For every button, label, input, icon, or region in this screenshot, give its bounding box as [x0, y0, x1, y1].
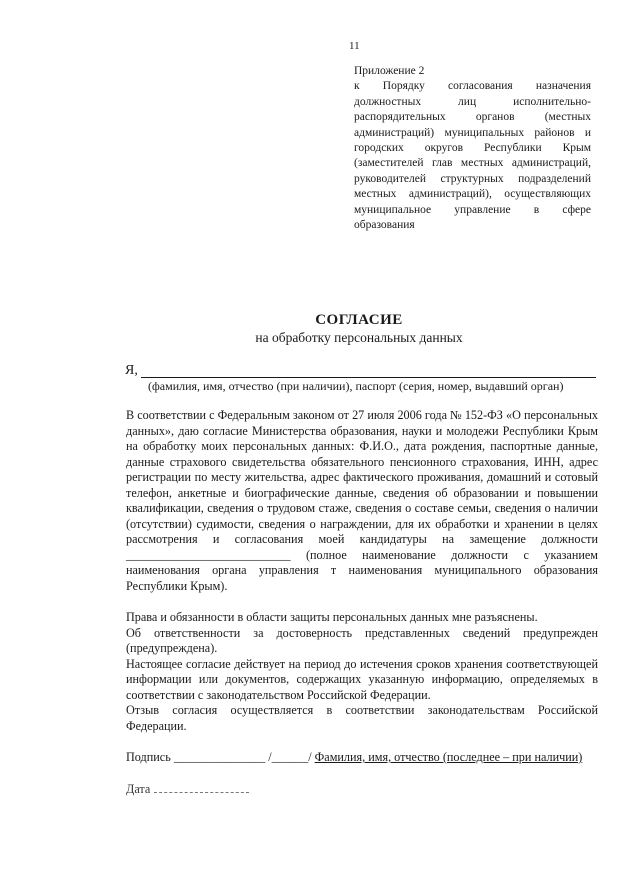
- ya-label: Я,: [125, 363, 138, 378]
- date-row: [126, 782, 249, 797]
- rights-paragraph-1: Права и обязанности в области защиты персональных данных мне разъяснены.: [126, 610, 538, 624]
- page-number: 11: [349, 40, 360, 52]
- document-subtitle: на обработку персональных данных: [255, 330, 463, 345]
- rights-paragraph-3: Настоящее согласие действует на период до истечения сроков хранения соответствующей информации или документов, содержащих указанную информацию, определяемых в соответствии с законодательством Российской Федерации.: [126, 656, 598, 702]
- main-paragraph: В соответствии с Федеральным законом от 27 июля 2006 года № 152-ФЗ «О персональных данных», даю согласие Министерства образования, науки и молодежи Республики Крым на обработку моих персональных данных: Ф.И.О., дата рождения, паспортные данные, данные страхового свидетельства обязательного пенсионного страхования, ИНН, адрес регистрации по месту жительства, адрес фактического проживания, домашний и сотовый телефон, анкетные и биографические данные, сведения об образовании и повышении квалификации, сведения о трудовом стаже, сведения о составе семьи, сведения о наличии (отсутствии) судимости, сведения о награждении, для их обработки и хранении в целях рассмотрения и согласования моей кандидатуры на замещение должности ___________________________ (полное наименование должности с указанием наименования органа управления т наименования муниципального образования Республики Крым).: [126, 408, 598, 593]
- appendix-header: [354, 64, 591, 233]
- signature-blank[interactable]: _______________: [173, 750, 266, 764]
- date-fill-line[interactable]: [154, 792, 249, 793]
- signature-row: [126, 750, 606, 765]
- signature-slash-blank[interactable]: /______/: [268, 750, 312, 764]
- fio-hint: (фамилия, имя, отчество (при наличии), паспорт (серия, номер, выдавший орган): [148, 379, 564, 393]
- rights-paragraph-2: Об ответственности за достоверность представленных сведений предупрежден (предупреждена).: [126, 625, 598, 655]
- rights-paragraph-4: Отзыв согласия осуществляется в соответствии законодательствам Российской Федерации.: [126, 703, 598, 733]
- date-label: Дата: [126, 782, 151, 796]
- signature-fio-hint: Фамилия, имя, отчество (последнее – при наличии): [314, 750, 583, 764]
- document-title: СОГЛАСИЕ: [315, 312, 403, 328]
- rights-block: [126, 610, 598, 734]
- fio-fill-line[interactable]: [141, 377, 596, 378]
- appendix-title: Приложение 2: [354, 65, 425, 77]
- appendix-body: к Порядку согласования назначения должностных лиц исполнительно-распорядительных органов (местных администраций) муниципальных районов и городских округов Республики Крым (заместителей глав местных администраций, руководителей структурных подразделений местных администраций), осуществляющих муниципальное управление в сфере образования: [354, 80, 591, 232]
- signature-label: Подпись: [126, 750, 171, 764]
